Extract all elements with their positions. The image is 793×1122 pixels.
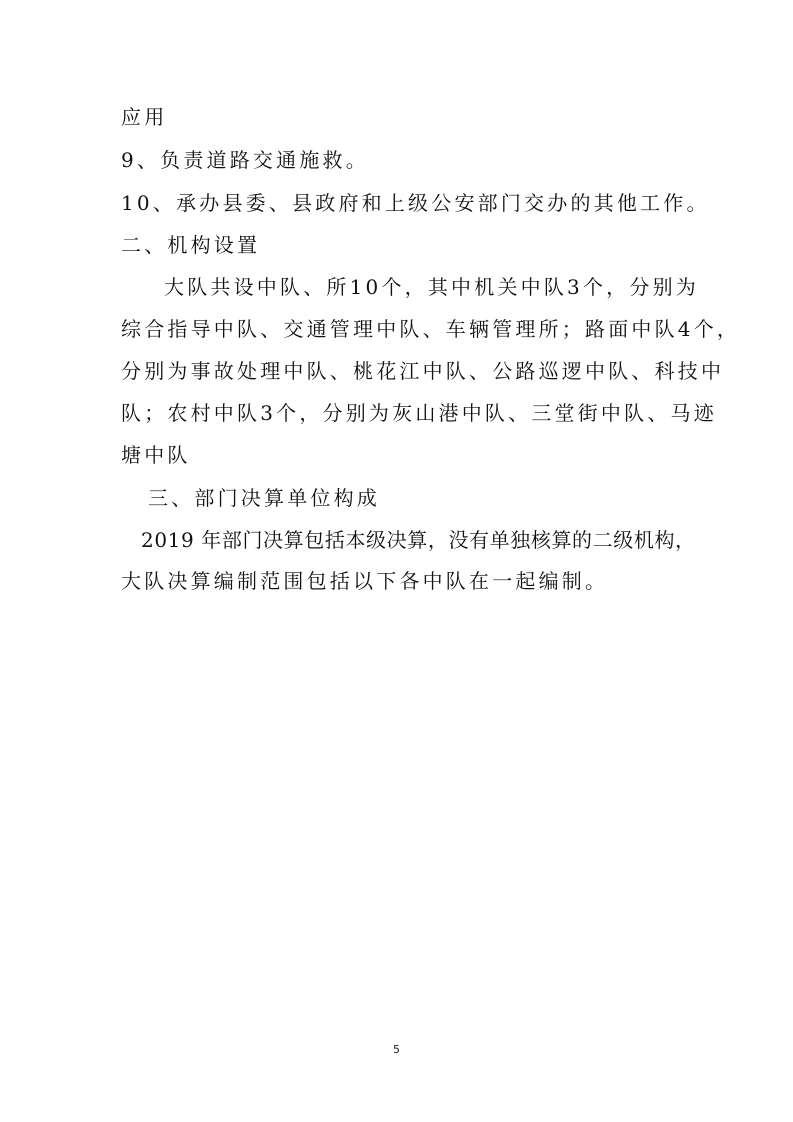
text-line: 应用 (121, 105, 168, 129)
paragraph-line: 大队共设中队、所10个，其中机关中队3个，分别为 (164, 275, 699, 299)
list-item-10: 10、承办县委、县政府和上级公安部门交办的其他工作。 (121, 191, 710, 215)
page-number: 5 (393, 1043, 400, 1056)
paragraph-line: 塘中队 (121, 443, 191, 467)
paragraph-line: 2019 年部门决算包括本级决算，没有单独核算的二级机构， (141, 528, 696, 552)
section-heading-2: 二、机构设置 (121, 233, 261, 257)
list-item-9: 9、负责道路交通施救。 (121, 148, 369, 172)
section-heading-3: 三、部门决算单位构成 (148, 486, 380, 510)
paragraph-line: 分别为事故处理中队、桃花江中队、公路巡逻中队、科技中 (121, 359, 725, 383)
paragraph-line: 大队决算编制范围包括以下各中队在一起编制。 (121, 569, 609, 593)
paragraph-line: 综合指导中队、交通管理中队、车辆管理所；路面中队4个， (121, 317, 741, 341)
paragraph-line: 队；农村中队3个，分别为灰山港中队、三堂街中队、马迹 (121, 401, 717, 425)
